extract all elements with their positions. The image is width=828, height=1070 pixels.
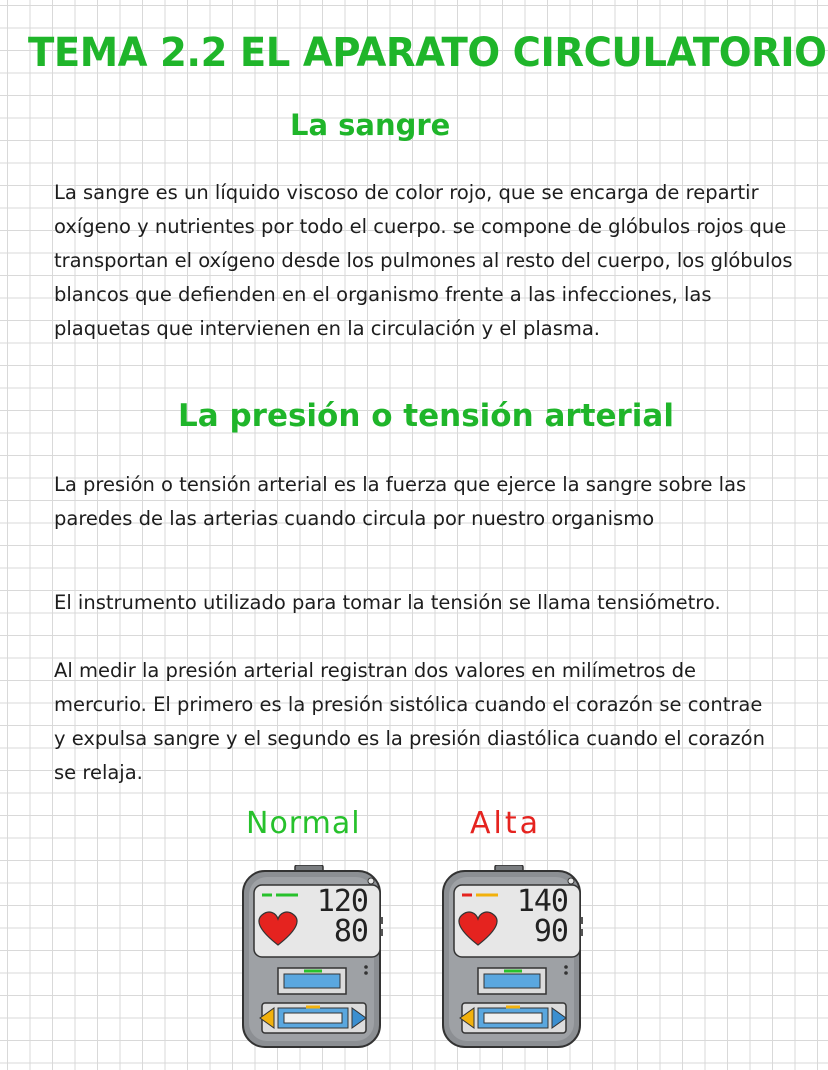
blood-pressure-monitor-high: [440, 865, 590, 1050]
measurement-paragraph: Al medir la presión arterial registran dos valores en milímetros de mercurio. El primero es la presión sistólica cuando el corazón se contrae y expulsa sangre y el segundo es la presión diastólica cuando el corazón se relaja.: [54, 659, 765, 784]
normal-label: Normal: [246, 806, 361, 841]
section-heading-pressure: La presión o tensión arterial: [178, 398, 674, 434]
alta-label: Alta: [470, 806, 542, 841]
blood-paragraph: La sangre es un líquido viscoso de color rojo, que se encarga de repartir oxígeno y nutrientes por todo el cuerpo. se compone de glóbulos rojos que transportan el oxígeno desde los pulmones al resto del cuerpo, los glóbulos blancos que defienden en el organismo frente a las infecciones, las plaquetas que intervienen en la circulación y el plasma.: [54, 181, 793, 340]
diastolic-reading: 80: [333, 914, 368, 949]
systolic-reading: 120: [316, 884, 368, 919]
instrument-paragraph: El instrumento utilizado para tomar la tensión se llama tensiómetro.: [54, 591, 721, 614]
page-title: TEMA 2.2 EL APARATO CIRCULATORIO: [28, 30, 827, 76]
blood-pressure-monitor-normal: [240, 865, 390, 1050]
pressure-definition-paragraph: La presión o tensión arterial es la fuerza que ejerce la sangre sobre las paredes de las arterias cuando circula por nuestro organismo: [54, 473, 747, 530]
section-heading-blood: La sangre: [290, 108, 451, 142]
diastolic-reading: 90: [533, 914, 568, 949]
systolic-reading: 140: [516, 884, 568, 919]
